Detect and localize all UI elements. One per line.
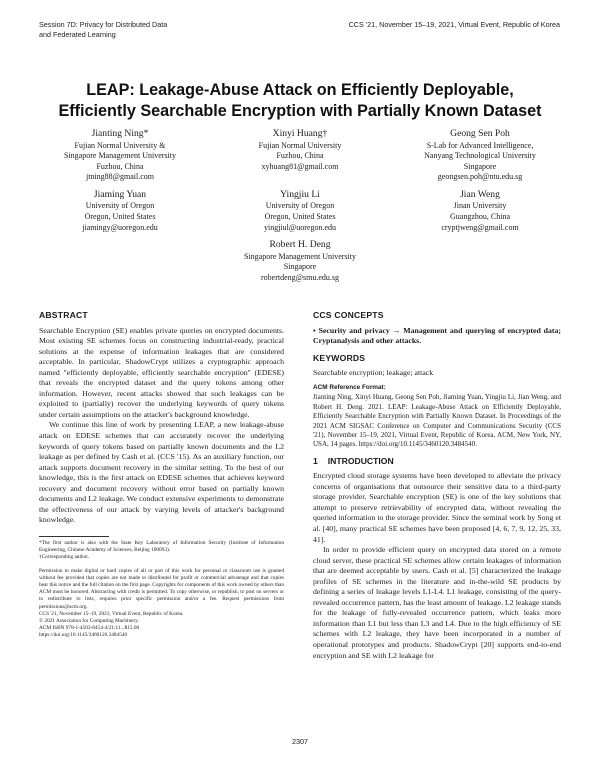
copyright-line: © 2021 Association for Computing Machinery. <box>39 617 139 624</box>
author-card <box>210 128 390 183</box>
author-affiliation: Guangzhou, China <box>450 211 510 221</box>
section-title: INTRODUCTION <box>327 455 394 466</box>
session-line-2: and Federated Learning <box>39 30 116 39</box>
paper-title <box>30 80 570 122</box>
author-affiliation: University of Oregon <box>265 201 335 211</box>
author-name: Xinyi Huang† <box>272 128 328 139</box>
author-name: Jiaming Yuan <box>93 188 147 200</box>
author-affiliation: Oregon, United States <box>84 211 156 221</box>
author-name: Jianting Ning* <box>91 128 149 139</box>
author-row-1 <box>30 128 570 183</box>
author-affiliation: Singapore <box>463 161 497 171</box>
author-email: xyhuang81@gmail.com <box>261 161 339 171</box>
permission-notice: Permission to make digital or hard copies of all or part of this work for personal or classroom use is granted without fee provided that copies are not made or distributed for profit or commercial advantage and that copies bear this notice and the full citation on the first page. Copyrights for components of this work owned by others than ACM must be honored. Abstracting with credit is permitted. To copy otherwise, or republish, to post on servers or to redistribute to lists, requires prior specific permission and/or a fee. Request permissions from permissions@acm.org. <box>39 567 284 610</box>
author-card <box>390 189 570 233</box>
reference-format-text: Jianting Ning, Xinyi Huang, Geong Sen Poh, Jiaming Yuan, Yingjiu Li, Jian Weng, and Robert H. Deng. 2021. LEAP: Leakage-Abuse Attack on Efficiently Deployable, Efficiently Searchable Encryption with Partially Known Dataset. In Proceedings of the 2021 ACM SIGSAC Conference on Computer and Communications Security (CCS '21), November 15–19, 2021, Virtual Event, Republic of Korea. ACM, New York, NY, USA, 14 pages. https://doi.org/10.1145/3460120.3484540. <box>313 393 561 449</box>
keywords-heading: KEYWORDS <box>313 352 366 363</box>
author-email: jtning88@gmail.com <box>85 172 155 182</box>
author-affiliation: Fujian Normal University <box>258 140 342 150</box>
ccs-concepts-text: • Security and privacy → Management and querying of encrypted data; Cryptanalysis and other attacks. <box>313 325 561 346</box>
author-name: Robert H. Deng <box>269 239 331 251</box>
ccs-heading: CCS CONCEPTS <box>313 310 384 320</box>
author-affiliation: Jinan University <box>453 201 507 211</box>
right-column <box>313 310 561 661</box>
author-card <box>390 128 570 183</box>
author-affiliation: Nanyang Technological University <box>424 151 536 161</box>
introduction-heading <box>313 456 561 467</box>
author-card <box>210 189 390 233</box>
title-line-2: Efficiently Searchable Encryption with Partially Known Dataset <box>58 102 542 120</box>
author-affiliation: Singapore Management University <box>244 251 356 261</box>
author-row-2 <box>30 189 570 233</box>
footnote-rule <box>39 536 109 537</box>
section-number: 1 <box>313 455 318 466</box>
author-affiliation: Singapore <box>283 262 317 272</box>
introduction-paragraph-2: In order to provide efficient query on encrypted data stored on a remote cloud server, these practical SE schemes allow certain leakages of information that are deemed acceptable by users. Cash et al. [5] characterized the leakage profiles of SE schemes in the literature and in-the-wild SE products by defining a series of leakage levels L1-L4. L1 leakage, consisting of the query-revealed occurrence pattern, has the least amount of leakage. L2 leakage stands for the leakage of fully-revealed occurrence pattern, which leaks more information than L1 but less than L3 and L4. Due to the high efficiency of SE schemes with L2 leakage, they have been incorporated in a number of operational prototypes and products. ShadowCrypt [20] supports end-to-end encryption and SE with L2 leakage for <box>313 545 561 660</box>
keywords-text: Searchable encryption; leakage; attack <box>313 368 434 378</box>
footnote-first-author: *The first author is also with the State Key Laboratory of Information Security (Institute of Information Engineering, Chinese Academy of Sciences, Beijing 100093). <box>39 539 284 554</box>
author-affiliation: Fuzhou, China <box>96 161 144 171</box>
author-name: Jian Weng <box>460 188 500 200</box>
page-number: 2307 <box>292 737 308 746</box>
author-card <box>30 128 210 183</box>
abstract-paragraph-2: We continue this line of work by presenting LEAP, a new leakage-abuse attack on EDESE schemes that can accurately recover the underlying keywords of query tokens based on partially known documents and the L2 leakage as per defined by Cash et al. (CCS '15). As an auxiliary function, our attack supports document recovery in the similar setting. To the best of our knowledge, this is the first attack on EDESE schemes that achieves keyword recovery and document recovery without error based on partially known documents and L2 leakage. We conduct extensive experiments to demonstrate the effectiveness of our attack by varying levels of attacker's background knowledge. <box>39 420 284 525</box>
author-name: Yingjiu Li <box>280 188 320 200</box>
author-email: cryptjweng@gmail.com <box>441 222 519 232</box>
reference-format-heading: ACM Reference Format: <box>313 383 386 391</box>
title-line-1: LEAP: Leakage-Abuse Attack on Efficiently Deployable, <box>86 81 514 99</box>
author-card <box>30 189 210 233</box>
session-line-1: Session 7D: Privacy for Distributed Data <box>39 20 168 29</box>
running-header-venue: CCS '21, November 15–19, 2021, Virtual Event, Republic of Korea <box>348 20 560 29</box>
author-affiliation: Fujian Normal University & <box>74 140 166 150</box>
author-affiliation: Oregon, United States <box>264 211 336 221</box>
running-header-session <box>39 20 239 40</box>
left-column <box>39 310 284 640</box>
isbn-line: ACM ISBN 978-1-4503-8454-4/21/11...$15.00 <box>39 625 140 632</box>
author-row-3 <box>30 239 570 283</box>
footnote-corresponding: †Corresponding author. <box>39 554 90 561</box>
introduction-paragraph-1: Encrypted cloud storage systems have been developed to alleviate the privacy concerns of organisations that outsource their sensitive data to a third-party storage provider. Searchable encryption (SE) is one of the key solutions that attempt to preserve retrievability of encrypted data, without revealing the queried information to the storage provider. Since the seminal work by Song et al. [40], many practical SE schemes have been proposed [4, 6, 7, 9, 12, 25, 33, 41]. <box>313 471 561 544</box>
author-email: yingjiul@uoregon.edu <box>263 222 337 232</box>
author-card <box>210 239 390 283</box>
author-affiliation: Fuzhou, China <box>276 151 324 161</box>
doi-line: https://doi.org/10.1145/3460120.3484540 <box>39 632 128 639</box>
conference-line: CCS '21, November 15–19, 2021, Virtual Event, Republic of Korea. <box>39 610 184 617</box>
author-affiliation: S-Lab for Advanced Intelligence, <box>426 140 534 150</box>
author-affiliation: Singapore Management University <box>64 151 176 161</box>
author-block <box>30 128 570 289</box>
author-name: Geong Sen Poh <box>450 128 510 139</box>
abstract-paragraph-1: Searchable Encryption (SE) enables private queries on encrypted documents. Most existing SE schemes focus on constructing industrial-ready, practical solutions at the expense of information leakages that are considered acceptable. In particular, ShadowCrypt utilizes a cryptographic approach named "efficiently deployable, efficiently searchable encryption" (EDESE) that reveals the encrypted dataset and the query tokens among other information. However, recent attacks showed that such leakages can be exploited to (partially) recover the underlying keywords of query tokens under certain assumptions on the attacker's background knowledge. <box>39 325 284 419</box>
abstract-heading: ABSTRACT <box>39 310 88 320</box>
author-email: jiamingy@uoregon.edu <box>82 222 158 232</box>
author-email: geongsen.poh@ntu.edu.sg <box>437 172 523 182</box>
author-email: robertdeng@smu.edu.sg <box>260 272 340 282</box>
author-affiliation: University of Oregon <box>85 201 155 211</box>
